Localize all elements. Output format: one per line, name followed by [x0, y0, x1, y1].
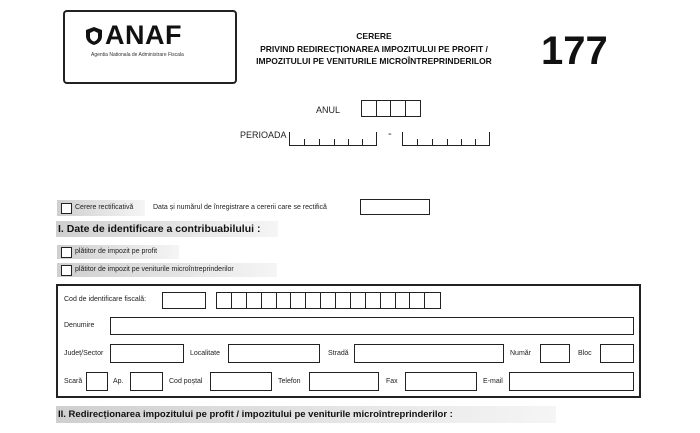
ap-label: Ap. — [113, 378, 124, 385]
anul-label: ANUL — [316, 105, 341, 115]
section1-title: I. Date de identificare a contribuabilului : — [58, 223, 261, 235]
numar-label: Număr — [510, 350, 532, 357]
form-title-1: CERERE — [356, 31, 392, 41]
perioada-start-input[interactable] — [289, 132, 377, 146]
option1-label: plătitor de impozit pe profit — [75, 248, 158, 255]
rectificativa-checkbox[interactable] — [61, 203, 72, 214]
logo-text: ANAF — [105, 20, 182, 50]
judet-input[interactable] — [110, 344, 184, 363]
fax-input[interactable] — [405, 372, 477, 391]
denumire-input[interactable] — [110, 317, 634, 335]
email-label: E-mail — [483, 378, 503, 385]
logo-box — [63, 10, 237, 84]
cod-postal-label: Cod poștal — [169, 378, 203, 385]
cif-input[interactable] — [216, 292, 441, 309]
rectificativa-date-label: Data și numărul de înregistrare a cererii care se rectifică — [153, 204, 327, 211]
email-input[interactable] — [509, 372, 634, 391]
micro-tax-checkbox[interactable] — [61, 265, 72, 276]
cod-postal-input[interactable] — [210, 372, 272, 391]
judet-label: Județ/Sector — [64, 350, 104, 357]
perioada-end-input[interactable] — [402, 132, 490, 146]
perioada-label: PERIOADA — [240, 130, 287, 140]
form-title-2: PRIVIND REDIRECȚIONAREA IMPOZITULUI PE PROFIT / — [260, 44, 488, 54]
anaf-logo-icon — [85, 26, 103, 51]
anul-input[interactable] — [361, 100, 421, 117]
localitate-label: Localitate — [190, 350, 220, 357]
ap-input[interactable] — [130, 372, 163, 391]
scara-label: Scară — [64, 378, 83, 385]
localitate-input[interactable] — [228, 344, 320, 363]
form-number: 177 — [541, 29, 608, 73]
option2-label: plătitor de impozit pe veniturile microîntreprinderilor — [75, 266, 234, 273]
rectificativa-date-input[interactable] — [360, 199, 430, 215]
bloc-input[interactable] — [600, 344, 634, 363]
telefon-label: Telefon — [278, 378, 301, 385]
cif-label: Cod de identificare fiscală: — [64, 296, 147, 303]
profit-tax-checkbox[interactable] — [61, 247, 72, 258]
cif-prefix-input[interactable] — [162, 292, 206, 309]
section2-title: II. Redirecționarea impozitului pe profit / impozitului pe veniturile microîntreprinderilor : — [58, 409, 453, 420]
numar-input[interactable] — [540, 344, 570, 363]
fax-label: Fax — [386, 378, 398, 385]
rectificativa-label: Cerere rectificativă — [75, 204, 134, 211]
form-title-3: IMPOZITULUI PE VENITURILE MICROÎNTREPRINDERILOR — [256, 56, 492, 66]
scara-input[interactable] — [86, 372, 108, 391]
logo-subtitle: Agentia Nationala de Administrare Fiscala — [91, 52, 184, 58]
denumire-label: Denumire — [64, 322, 95, 329]
strada-label: Stradă — [328, 350, 349, 357]
bloc-label: Bloc — [578, 350, 592, 357]
perioada-dash: - — [388, 128, 392, 140]
strada-input[interactable] — [354, 344, 504, 363]
telefon-input[interactable] — [309, 372, 379, 391]
